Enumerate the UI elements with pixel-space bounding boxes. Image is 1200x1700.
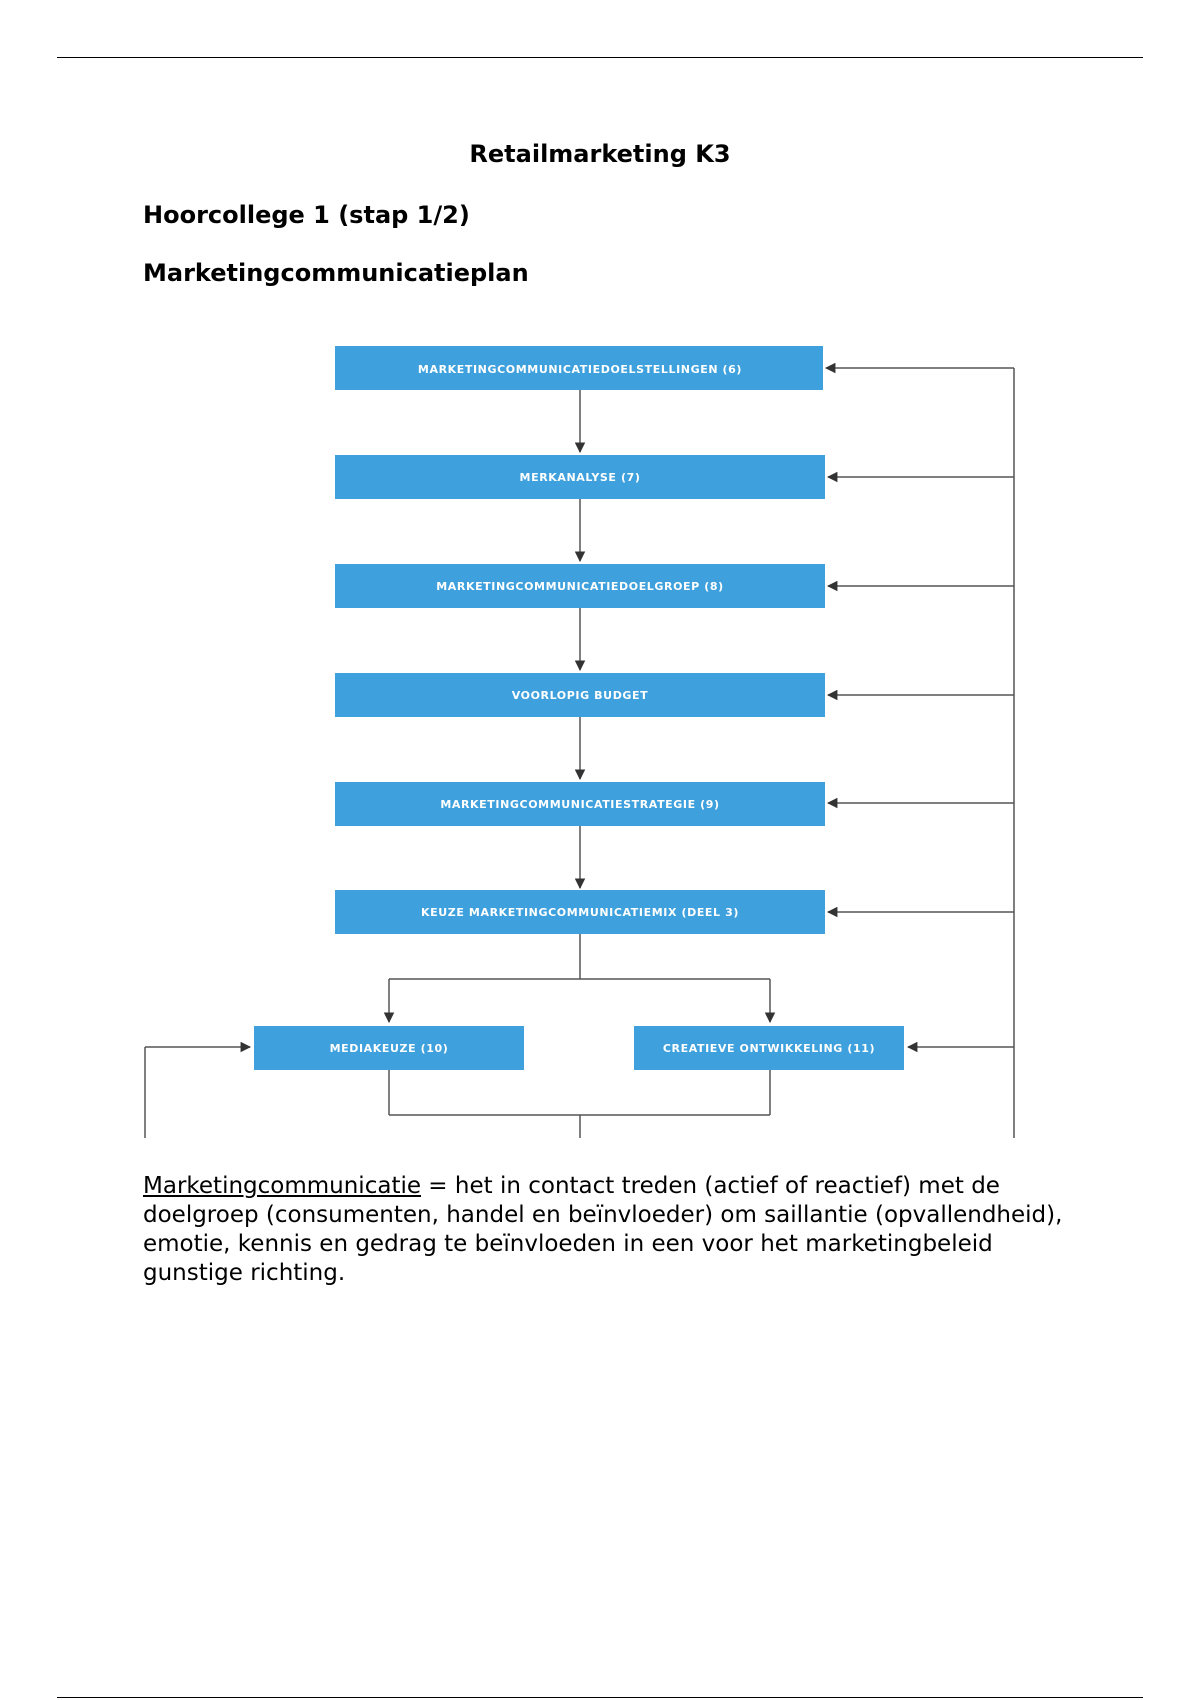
footer-rule: [57, 1697, 1143, 1698]
definition-paragraph: [143, 1172, 1073, 1288]
branch-box-creative-development: [634, 1026, 904, 1070]
definition-term: Marketingcommunicatie: [143, 1173, 421, 1199]
step-label: MARKETINGCOMMUNICATIEDOELSTELLINGEN (6): [417, 363, 743, 376]
step-box-target-group: [335, 564, 825, 608]
step-label: KEUZE MARKETINGCOMMUNICATIEMIX (DEEL 3): [421, 906, 739, 919]
step-label: MARKETINGCOMMUNICATIEDOELGROEP (8): [436, 580, 724, 593]
step-label: MARKETINGCOMMUNICATIESTRATEGIE (9): [440, 798, 720, 811]
step-box-objectives: [335, 346, 823, 390]
step-box-strategy: [335, 782, 825, 826]
branch-label: MEDIAKEUZE (10): [329, 1042, 449, 1055]
lecture-heading: Hoorcollege 1 (stap 1/2): [143, 201, 470, 229]
branch-label: CREATIEVE ONTWIKKELING (11): [662, 1042, 876, 1055]
branch-box-media-choice: [254, 1026, 524, 1070]
step-box-budget: [335, 673, 825, 717]
step-label: VOORLOPIG BUDGET: [511, 689, 649, 702]
document-title: Retailmarketing K3: [469, 140, 731, 168]
step-label: MERKANALYSE (7): [519, 471, 641, 484]
definition-text: = het in contact treden (actief of reactief) met de doelgroep (consumenten, handel en beïnvloeder) om saillantie (opvallendheid), emotie, kennis en gedrag te beïnvloeden in een voor het marketingbeleid gunstige richting.: [143, 1173, 1063, 1286]
section-heading: Marketingcommunicatieplan: [143, 259, 529, 287]
step-box-brand-analysis: [335, 455, 825, 499]
step-box-communication-mix: [335, 890, 825, 934]
